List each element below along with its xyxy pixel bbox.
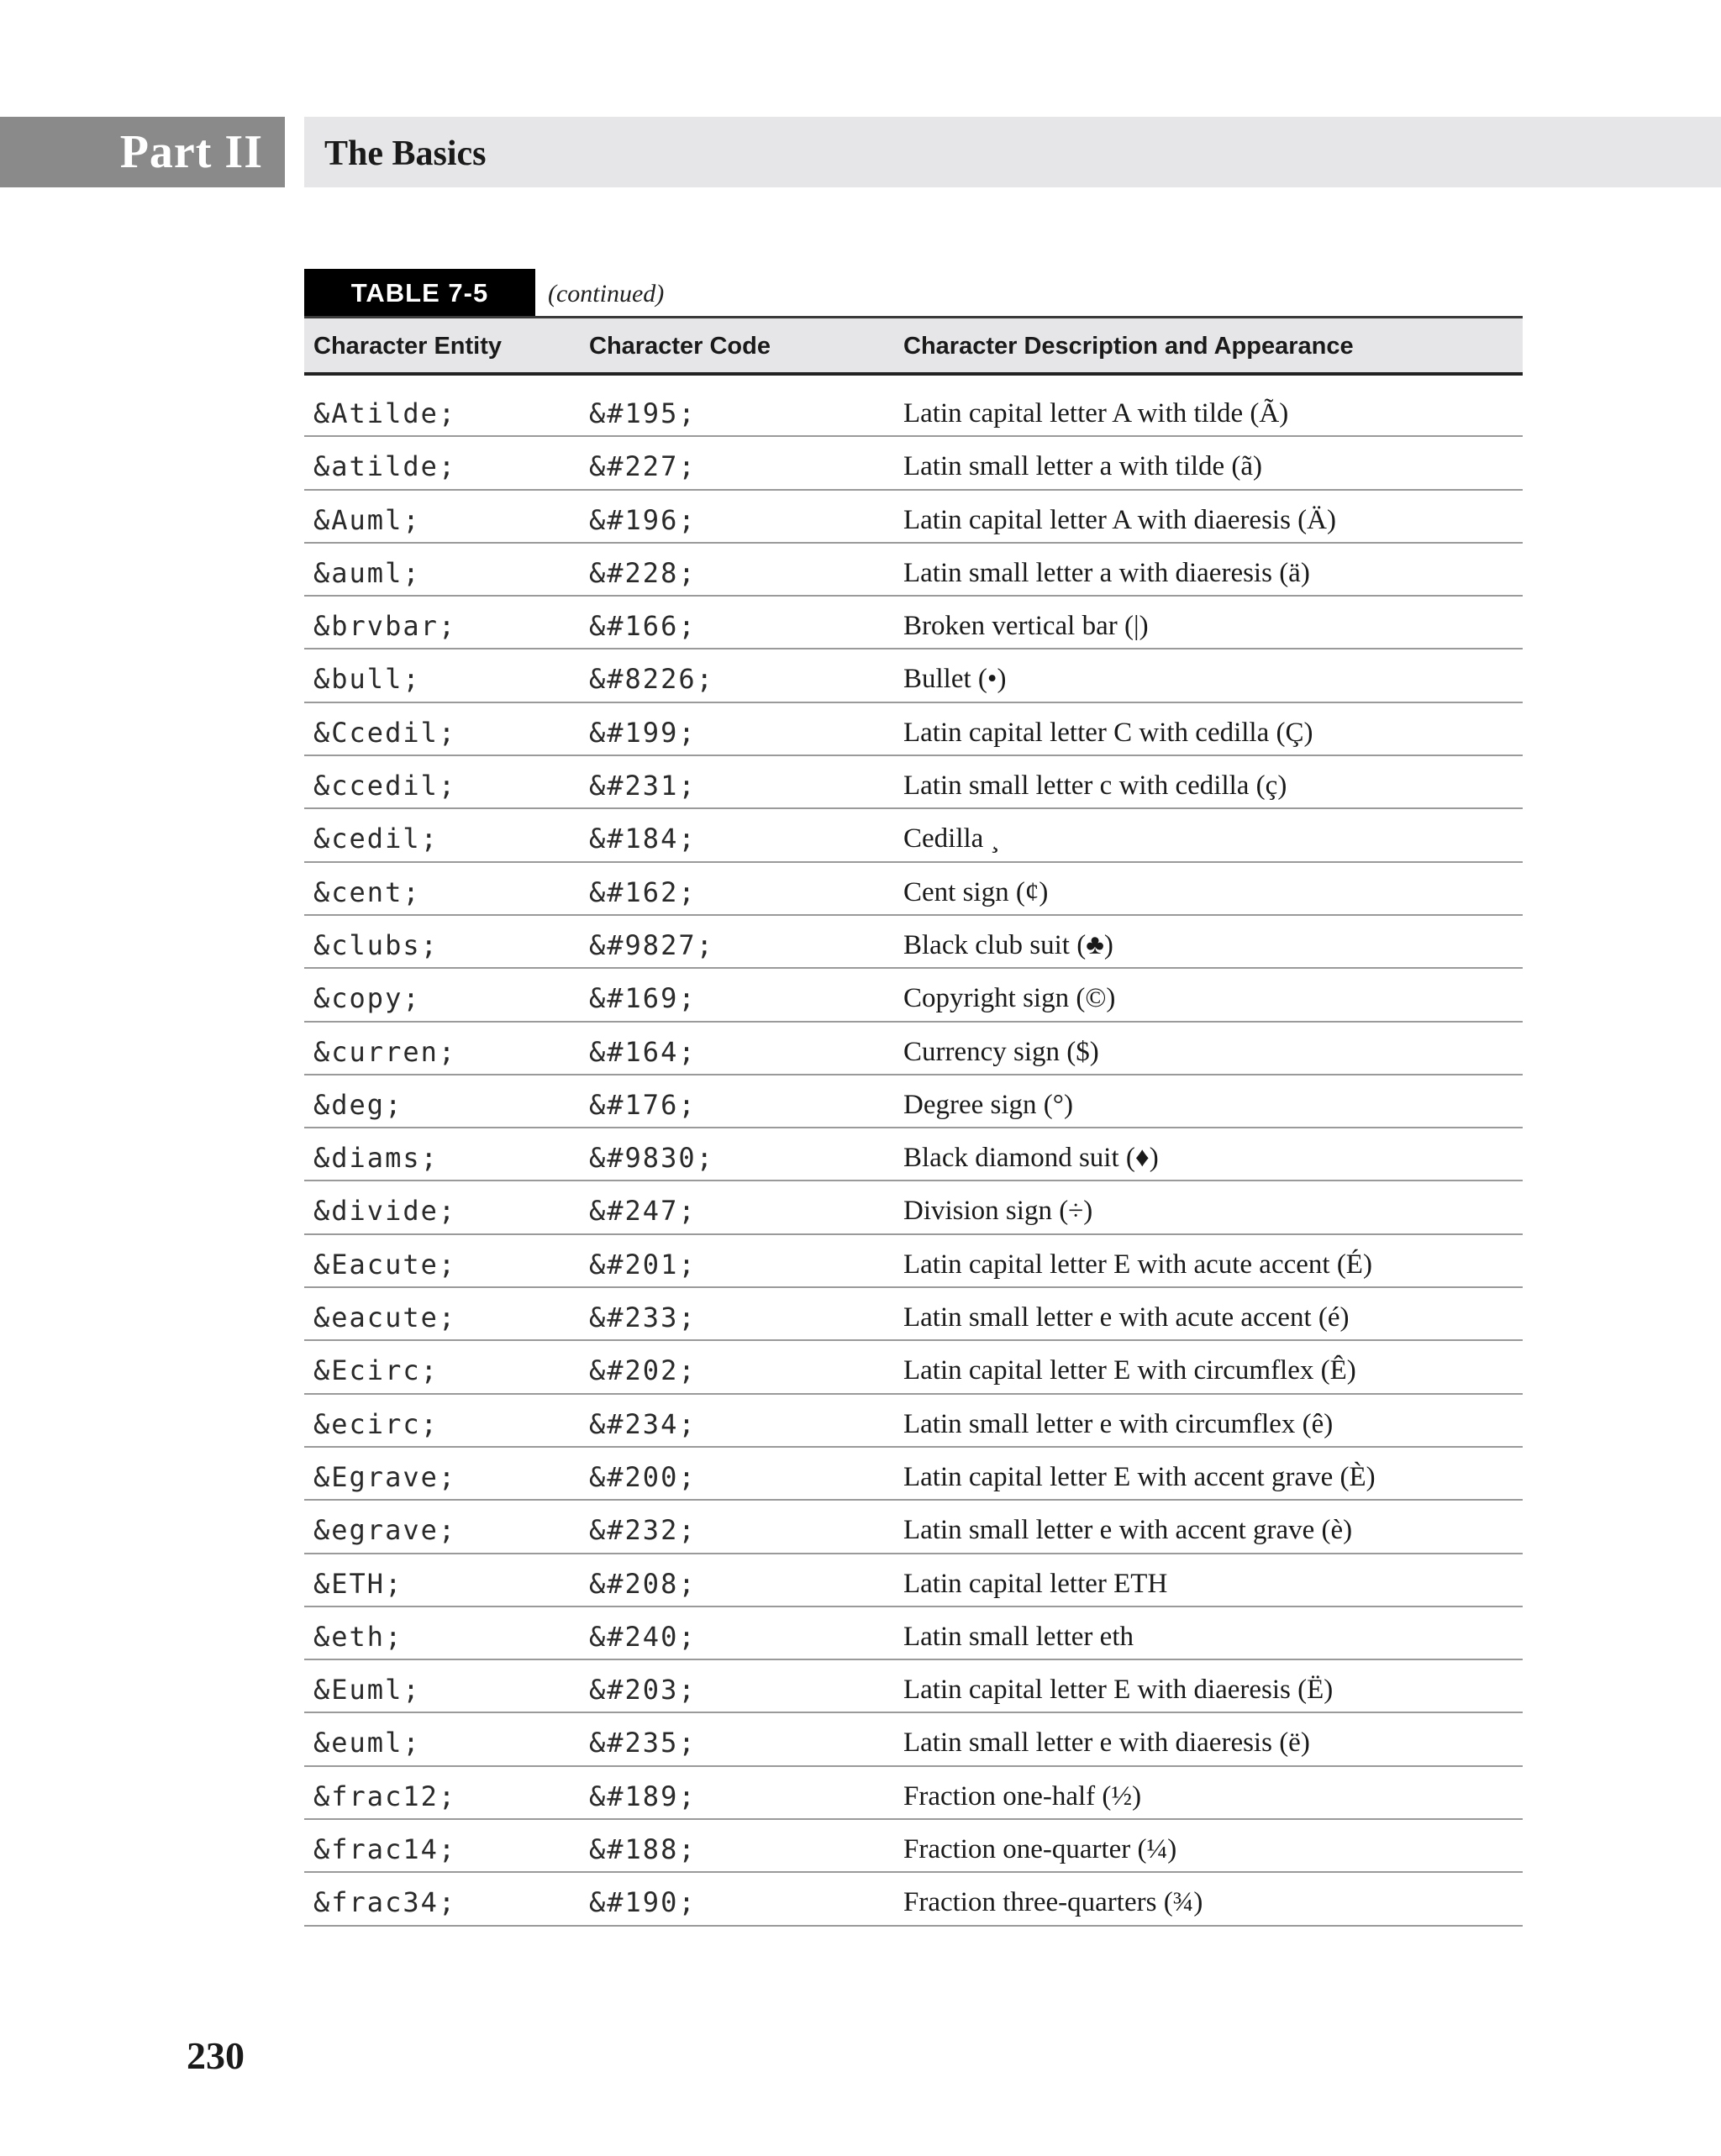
description-cell: Latin small letter eth: [903, 1621, 1134, 1652]
description-cell: Fraction one-half (½): [903, 1780, 1142, 1812]
table-row: [304, 916, 1523, 969]
code-cell: &#184;: [589, 823, 697, 855]
table-label: TABLE 7-5: [304, 269, 535, 316]
entity-cell: &Ecirc;: [313, 1354, 439, 1387]
part-label: Part II: [119, 126, 263, 178]
description-cell: Latin capital letter ETH: [903, 1568, 1168, 1599]
entity-cell: &Egrave;: [313, 1460, 457, 1493]
entity-cell: &divide;: [313, 1195, 457, 1228]
description-cell: Fraction three-quarters (¾): [903, 1887, 1203, 1918]
code-cell: &#200;: [589, 1460, 697, 1493]
code-cell: &#247;: [589, 1195, 697, 1228]
description-cell: Latin capital letter C with cedilla (Ç): [903, 717, 1313, 748]
description-cell: Copyright sign (©): [903, 983, 1116, 1014]
table-continued-note: (continued): [548, 280, 665, 308]
table-row: [304, 1448, 1523, 1501]
column-header-description: Character Description and Appearance: [903, 333, 1354, 360]
table-row: [304, 1023, 1523, 1075]
section-title: The Basics: [324, 134, 487, 173]
table-row: [304, 1873, 1523, 1926]
description-cell: Broken vertical bar (|): [903, 611, 1149, 642]
code-cell: &#166;: [589, 610, 697, 643]
table-row: [304, 1501, 1523, 1554]
code-cell: &#162;: [589, 876, 697, 908]
entity-cell: &eth;: [313, 1620, 403, 1653]
table-row: [304, 1341, 1523, 1394]
entity-cell: &frac14;: [313, 1833, 457, 1866]
table-row: [304, 969, 1523, 1022]
table-row: [304, 863, 1523, 916]
code-cell: &#201;: [589, 1248, 697, 1280]
description-cell: Currency sign ($): [903, 1036, 1099, 1067]
table-row: [304, 1607, 1523, 1660]
entity-cell: &clubs;: [313, 928, 439, 961]
description-cell: Fraction one-quarter (¼): [903, 1834, 1177, 1865]
table-row: [304, 437, 1523, 490]
code-cell: &#235;: [589, 1727, 697, 1759]
entity-cell: &bull;: [313, 663, 421, 696]
description-cell: Latin small letter e with acute accent (é): [903, 1302, 1350, 1333]
table-row: [304, 544, 1523, 597]
page-number: 230: [187, 2034, 245, 2077]
entity-cell: &Eacute;: [313, 1248, 457, 1280]
table-row: [304, 1288, 1523, 1341]
table-row: [304, 1767, 1523, 1820]
code-cell: &#9827;: [589, 928, 714, 961]
entity-cell: &cent;: [313, 876, 421, 908]
code-cell: &#227;: [589, 450, 697, 483]
entity-cell: &eacute;: [313, 1301, 457, 1334]
entity-cell: &Atilde;: [313, 397, 457, 429]
entity-cell: &ecirc;: [313, 1407, 439, 1440]
table-row: [304, 491, 1523, 544]
entity-cell: &euml;: [313, 1727, 421, 1759]
table-row: [304, 384, 1523, 437]
table-body-spacer: [304, 376, 1523, 384]
code-cell: &#232;: [589, 1514, 697, 1547]
character-entity-table: [304, 269, 1523, 1927]
code-cell: &#208;: [589, 1567, 697, 1600]
code-cell: &#233;: [589, 1301, 697, 1334]
table-row: [304, 1660, 1523, 1713]
entity-cell: &brvbar;: [313, 610, 457, 643]
table-row: [304, 809, 1523, 862]
description-cell: Latin capital letter E with diaeresis (Ë): [903, 1675, 1334, 1706]
description-cell: Latin small letter c with cedilla (ç): [903, 770, 1287, 802]
entity-cell: &auml;: [313, 556, 421, 589]
description-cell: Latin capital letter E with acute accent (É): [903, 1249, 1372, 1280]
table-row: [304, 1128, 1523, 1181]
entity-cell: &diams;: [313, 1142, 439, 1175]
entity-cell: &frac12;: [313, 1780, 457, 1812]
table-row: [304, 1395, 1523, 1448]
entity-cell: &atilde;: [313, 450, 457, 483]
code-cell: &#196;: [589, 503, 697, 536]
entity-cell: &frac34;: [313, 1886, 457, 1919]
code-cell: &#9830;: [589, 1142, 714, 1175]
table-row: [304, 649, 1523, 702]
table-row: [304, 703, 1523, 756]
description-cell: Cent sign (¢): [903, 876, 1049, 907]
table-header-row: [304, 316, 1523, 376]
code-cell: &#176;: [589, 1088, 697, 1121]
table-row: [304, 756, 1523, 809]
code-cell: &#199;: [589, 716, 697, 749]
entity-cell: &cedil;: [313, 823, 439, 855]
table-caption: [304, 269, 1523, 316]
code-cell: &#231;: [589, 770, 697, 802]
part-tab: [0, 117, 285, 187]
code-cell: &#228;: [589, 556, 697, 589]
table-row: [304, 597, 1523, 649]
table-body: [304, 384, 1523, 1927]
table-row: [304, 1554, 1523, 1607]
table-row: [304, 1235, 1523, 1288]
table-row: [304, 1820, 1523, 1873]
code-cell: &#202;: [589, 1354, 697, 1387]
code-cell: &#195;: [589, 397, 697, 429]
code-cell: &#240;: [589, 1620, 697, 1653]
code-cell: &#188;: [589, 1833, 697, 1866]
description-cell: Black club suit (♣): [903, 929, 1113, 960]
description-cell: Latin small letter a with tilde (ã): [903, 451, 1263, 482]
entity-cell: &curren;: [313, 1035, 457, 1068]
code-cell: &#164;: [589, 1035, 697, 1068]
description-cell: Black diamond suit (♦): [903, 1143, 1159, 1174]
table-row: [304, 1713, 1523, 1766]
section-header: [304, 117, 1721, 187]
description-cell: Latin capital letter E with accent grave (È): [903, 1461, 1376, 1492]
description-cell: Bullet (•): [903, 664, 1007, 695]
description-cell: Latin capital letter A with tilde (Ã): [903, 398, 1289, 429]
code-cell: &#189;: [589, 1780, 697, 1812]
entity-cell: &copy;: [313, 982, 421, 1015]
entity-cell: &Ccedil;: [313, 716, 457, 749]
table-row: [304, 1181, 1523, 1234]
table-row: [304, 1075, 1523, 1128]
entity-cell: &Euml;: [313, 1674, 421, 1706]
description-cell: Latin small letter e with accent grave (è): [903, 1515, 1353, 1546]
code-cell: &#169;: [589, 982, 697, 1015]
code-cell: &#203;: [589, 1674, 697, 1706]
entity-cell: &Auml;: [313, 503, 421, 536]
code-cell: &#234;: [589, 1407, 697, 1440]
description-cell: Degree sign (°): [903, 1089, 1073, 1120]
entity-cell: &ccedil;: [313, 770, 457, 802]
description-cell: Latin small letter e with diaeresis (ë): [903, 1727, 1310, 1759]
column-header-entity: Character Entity: [313, 333, 503, 360]
code-cell: &#8226;: [589, 663, 714, 696]
description-cell: Latin small letter e with circumflex (ê): [903, 1408, 1334, 1439]
column-header-code: Character Code: [589, 333, 771, 360]
entity-cell: &egrave;: [313, 1514, 457, 1547]
entity-cell: &ETH;: [313, 1567, 403, 1600]
description-cell: Division sign (÷): [903, 1196, 1093, 1227]
description-cell: Latin small letter a with diaeresis (ä): [903, 557, 1310, 588]
description-cell: Cedilla ¸: [903, 823, 1000, 855]
description-cell: Latin capital letter E with circumflex (Ê): [903, 1355, 1356, 1386]
description-cell: Latin capital letter A with diaeresis (Ä): [903, 504, 1336, 535]
entity-cell: &deg;: [313, 1088, 403, 1121]
code-cell: &#190;: [589, 1886, 697, 1919]
